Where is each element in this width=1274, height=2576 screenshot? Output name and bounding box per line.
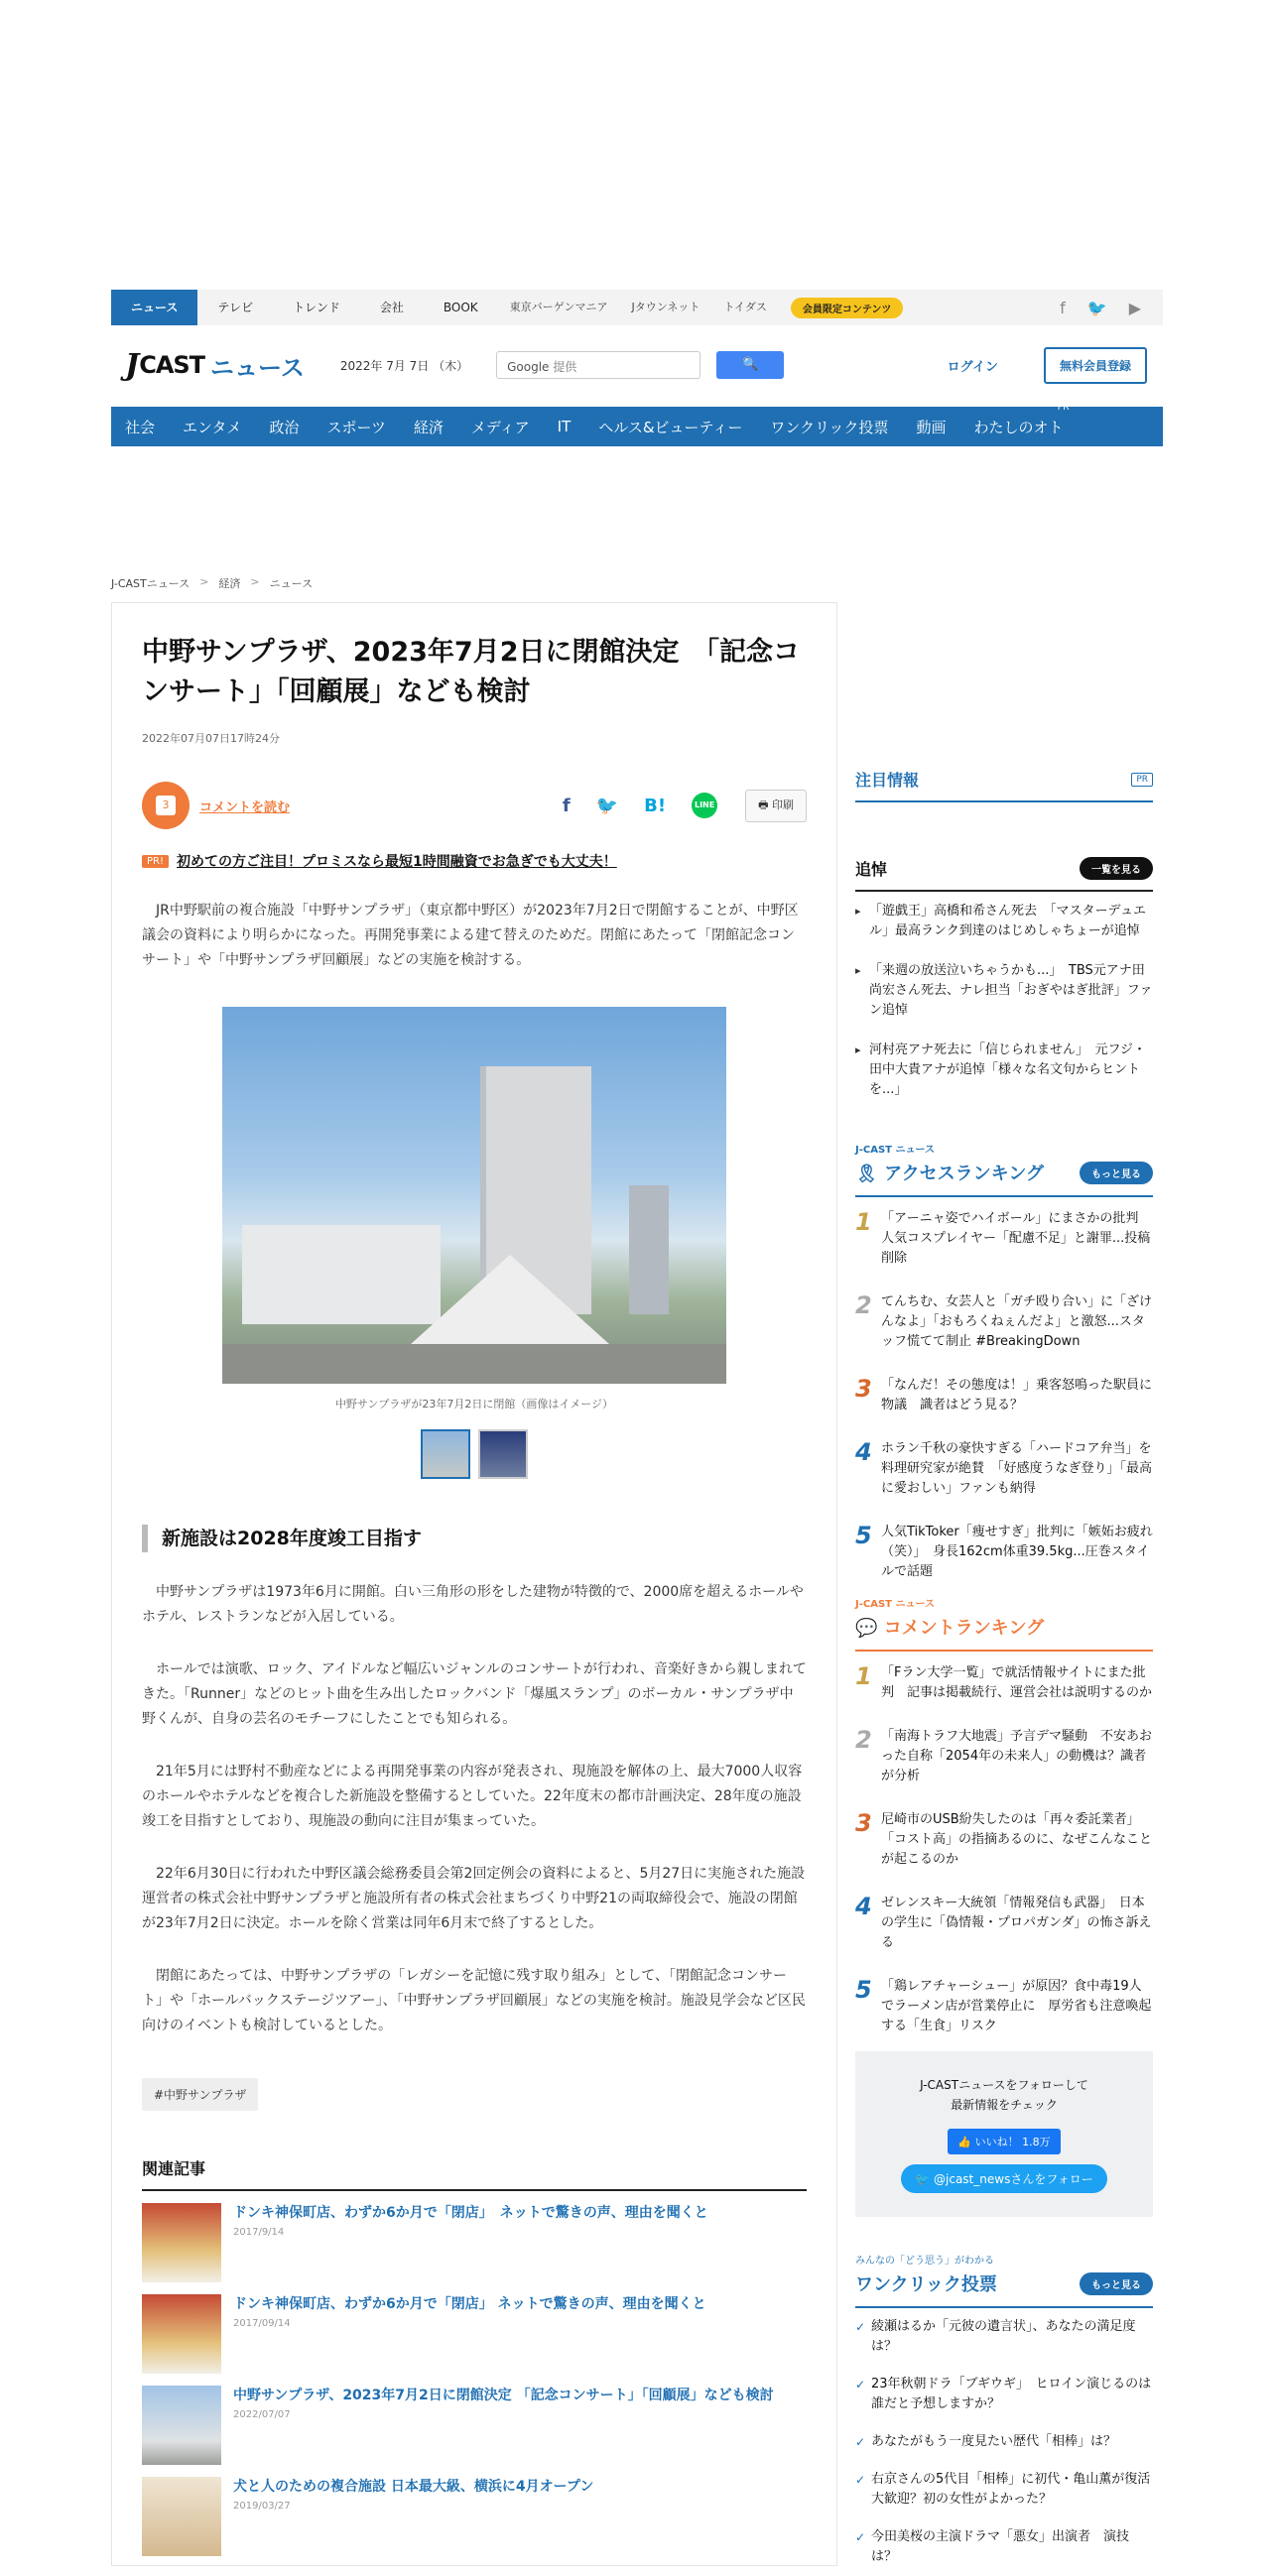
comment-count-badge[interactable] [142,782,190,829]
comment-bubble-icon: 💬 [855,1618,884,1639]
topnav-book[interactable]: BOOK [443,301,478,314]
related-title: ドンキ神保町店、わずか6か月で「閉店」 ネットで驚きの声、理由を聞くと [233,2296,706,2312]
promo-badge: PR! [142,855,169,868]
topnav-trend[interactable]: トレンド [293,301,340,314]
top-nav [111,290,1163,325]
featured-pr-badge: PR [1131,773,1153,787]
rank-number: 2 [855,1726,872,1754]
facebook-icon[interactable]: f [1060,298,1066,317]
breadcrumb-home[interactable]: J-CASTニュース [111,577,191,590]
comment-source-label: J-CAST ニュース [855,1599,935,1610]
sidebar-obituaries [855,857,1153,1110]
obit-item[interactable]: ▸ 「遊戯王」高橋和希さん死去 「マスターデュエル」最高ランク到達のはじめしゃちょーが追悼 [855,892,1153,951]
access-rank-item[interactable] [855,1427,1153,1511]
rank-number: 1 [855,1662,872,1690]
print-button[interactable] [745,790,807,822]
access-more-button[interactable]: もっと見る [1080,1162,1153,1184]
rank-text: 「Fラン大学一覧」で就活情報サイトにまた批判 記事は掲載続行、運営会社は説明するのか [881,1665,1153,1700]
rank-text: 人気TikToker「痩せすぎ」批判に「嫉妬お疲れ（笑）」 身長162cm体重39.5kg...圧巻スタイルで話題 [881,1525,1153,1579]
search-provided: 提供 [553,360,577,374]
related-item[interactable] [142,2477,807,2556]
rank-text: ホラン千秋の豪快すぎる「ハードコア弁当」を料理研究家が絶賛 「好感度うなぎ登り」「最高に愛おしい」ファンも納得 [881,1441,1153,1496]
article-paragraph: 閉館にあたっては、中野サンプラザの「レガシーを記憶に残す取り組み」として、「閉館記念コンサート」や「ホールバックステージツアー」、「中野サンプラザ回顧展」などの実施を検討。施設見学会など区民向けのイベントも検討しているとした。 [142,1968,806,2033]
breadcrumb-news[interactable]: ニュース [269,577,314,590]
access-rank-item[interactable] [855,1511,1153,1594]
follow-box [855,2051,1153,2217]
topnav-jtown[interactable]: Jタウンネット [631,301,701,313]
rank-text: 尼崎市のUSB紛失したのは「再々委託業者」 「コスト高」の指摘あるのに、なぜこんなことが起こるのか [881,1812,1153,1867]
logo-news: ニュース [210,353,305,382]
photo-building-left [242,1225,441,1324]
access-source-label: J-CAST ニュース [855,1145,935,1156]
rank-text: 「なんだ！その態度は！」乗客怒鳴った駅員に物議 識者はどう見る？ [881,1378,1153,1412]
obit-more-button[interactable]: 一覧を見る [1080,857,1153,880]
vote-subtitle: みんなの「どう思う」がわかる [855,2256,994,2267]
article-paragraph: 中野サンプラザは1973年6月に開館。白い三角形の形をした建物が特徴的で、2000席を超えるホールやホテル、レストランなどが入居している。 [142,1584,804,1625]
rank-number: 4 [855,1893,872,1920]
twitter-share-icon[interactable]: 🐦 [595,795,619,816]
photo-building-right [629,1185,669,1314]
comment-count: 3 [156,796,176,815]
cat-politics[interactable]: 政治 [269,418,300,436]
vote-item[interactable]: ✓ あなたがもう一度見たい歴代「相棒」は？ [855,2423,1153,2461]
obit-item[interactable]: ▸ 「来週の放送泣いちゃうかも...」 TBS元アナ田尚宏さん死去、ナレ担当「おぎやはぎ批評」ファン追悼 [855,951,1153,1031]
cat-economy[interactable]: 経済 [413,418,444,436]
twitter-follow-button[interactable]: 🐦 @jcast_newsさんをフォロー [901,2164,1106,2193]
line-share-icon[interactable]: LINE [692,793,717,818]
obit-heading-label: 追悼 [855,860,888,879]
sidebar-vote [855,2252,1164,2576]
article-actions [142,782,807,829]
vote-more-button[interactable]: もっと見る [1080,2272,1153,2295]
topnav-bargain[interactable]: 東京バーゲンマニア [509,301,608,313]
read-comments-link[interactable]: コメントを読む [199,799,291,815]
logo-j: J [125,347,140,383]
search-button[interactable]: 🔍 [716,351,784,379]
obit-item[interactable]: ▸ 河村亮アナ死去に「信じられません」 元フジ・田中大貴アナが追悼「様々な名文句からヒントを...」 [855,1031,1153,1110]
comment-rank-item[interactable] [855,1798,1153,1882]
follow-line1: J-CASTニュースをフォローして [920,2078,1088,2092]
logo-cast: CAST [139,351,205,379]
comment-heading-label: コメントランキング [883,1618,1045,1639]
article-paragraph: ホールでは演歌、ロック、アイドルなど幅広いジャンルのコンサートが行われ、音楽好きから親しまれてきた。「Runner」などのヒット曲を生み出したロックバンド「爆風スランプ」のボーカル・サンプラザ中野くんが、自身の芸名のモチーフにしたことでも知られる。 [142,1661,807,1727]
breadcrumb-economy[interactable]: 経済 [218,577,241,590]
cat-one-click-vote[interactable]: ワンクリック投票 [770,418,889,436]
site-header [111,335,1163,395]
twitter-icon[interactable]: 🐦 [1086,298,1107,317]
photo-ground [222,1344,726,1384]
topnav-toidas[interactable]: トイダス [723,301,767,313]
hatena-bookmark-icon[interactable]: B! [644,795,667,816]
related-thumbnail [142,2203,221,2282]
login-link[interactable]: ログイン [947,359,998,375]
rank-text: 「南海トラフ大地震」予言デマ騒動 不安あおった自称「2054年の未来人」の動機は？識者が分析 [881,1729,1153,1783]
vote-heading-label: ワンクリック投票 [855,2274,997,2295]
share-buttons [563,793,717,818]
related-item[interactable] [142,2294,807,2374]
featured-heading [855,768,1153,802]
header-date: 2022年 7月 7日 （木） [339,358,469,373]
cat-society[interactable]: 社会 [125,418,156,436]
ribbon-icon: 🎗 [855,1164,885,1184]
related-item[interactable] [142,2203,807,2282]
promo-link[interactable] [142,851,807,871]
search-brand: Google [507,360,550,374]
comment-heading [855,1614,1153,1652]
access-rank-item[interactable] [855,1281,1153,1364]
rank-number: 2 [855,1291,872,1319]
cat-media[interactable]: メディア [470,418,530,436]
article-tag[interactable]: #中野サンプラザ [142,2078,258,2111]
photo-thumbnails [142,1429,807,1479]
related-title: 犬と人のための複合施設 日本最大級、横浜に4月オープン [233,2479,594,2495]
category-nav [111,402,1163,446]
related-date: 2022/07/07 [233,2409,291,2420]
sidebar-featured [855,768,1153,802]
rank-number: 3 [855,1375,872,1403]
featured-heading-label: 注目情報 [855,771,920,790]
related-date: 2019/03/27 [233,2501,291,2512]
breadcrumb-sep: > [199,575,209,588]
site-logo[interactable] [125,348,305,383]
rank-text: 「鶏レアチャーシュー」が原因？食中毒19人でラーメン店が営業停止に 厚労省も注意喚起する「生食」リスク [881,1979,1152,2033]
thumbnail-2[interactable] [478,1429,528,1479]
related-title: 中野サンプラザ、2023年7月2日に閉館決定 「記念コンサート」「回顧展」なども検討 [233,2388,774,2403]
article-title: 中野サンプラザ、2023年7月2日に閉館決定 「記念コンサート」「回顧展」なども検討 [142,637,800,707]
related-date: 2017/09/14 [233,2318,291,2329]
cat-watashi-no-oto[interactable] [973,402,1070,437]
thumbnail-1[interactable] [421,1429,470,1479]
breadcrumb-sep: > [250,575,260,588]
related-thumbnail [142,2477,221,2556]
comment-rank-item[interactable] [855,1715,1153,1798]
rank-number: 5 [855,1522,872,1549]
cat-watashi-label: わたしのオト [973,418,1064,436]
cat-entertainment[interactable]: エンタメ [183,418,242,436]
vote-item[interactable]: ✓ 今田美桜の主演ドラマ「悪女」出演者 演技は？ [855,2518,1153,2576]
print-label: 印刷 [772,797,794,811]
sidebar-access-ranking [855,1141,1153,1594]
cat-sports[interactable]: スポーツ [326,418,386,436]
access-rank-item[interactable] [855,1197,1153,1281]
sidebar-comment-ranking [855,1595,1153,2048]
related-heading: 関連記事 [142,2156,807,2191]
obit-heading [855,857,1153,892]
search-input[interactable] [496,351,701,379]
related-date: 2017/9/14 [233,2227,285,2238]
rank-number: 4 [855,1438,872,1466]
rank-text: 「アーニャ姿でハイボール」にまさかの批判 人気コスプレイヤー「配慮不足」と謝罪...投稿削除 [881,1211,1152,1266]
vote-heading [855,2270,1153,2308]
promo-text: 初めての方ご注目！プロミスなら最短1時間融資でお急ぎでも大丈夫！ [177,854,617,870]
rank-number: 1 [855,1208,872,1236]
article-date: 2022年07月07日17時24分 [142,732,280,745]
related-item[interactable] [142,2386,807,2465]
access-rank-item[interactable] [855,1364,1153,1427]
facebook-share-icon[interactable]: f [562,795,571,816]
register-button[interactable]: 無料会員登録 [1044,347,1147,384]
pr-badge: PR [1057,402,1070,413]
member-content-badge[interactable]: 会員限定コンテンツ [791,298,904,318]
cat-health-beauty[interactable]: ヘルス&ビューティー [598,418,743,436]
access-heading [855,1160,1153,1197]
topnav-news[interactable]: ニュース [111,290,197,325]
related-thumbnail [142,2386,221,2465]
related-thumbnail [142,2294,221,2374]
breadcrumb [111,575,313,591]
print-icon: 🖶 [758,797,772,811]
search-form [496,351,784,379]
article-paragraph: 22年6月30日に行われた中野区議会総務委員会第2回定例会の資料によると、5月27日に実施された施設運営者の株式会社中野サンプラザと施設所有者の株式会社まちづくり中野21の両取締役会で、施設の閉館が23年7月2日に決定。ホールを除く営業は同年6月末で終了するとした。 [142,1866,806,1931]
cat-it[interactable]: IT [557,418,572,435]
rank-number: 3 [855,1809,872,1837]
vote-item[interactable]: ✓ 右京さんの5代目「相棒」に初代・亀山薫が復活 大歓迎？初の女性がよかった？ [855,2461,1153,2518]
rank-text: ゼレンスキー大統領「情報発信も武器」 日本の学生に「偽情報・プロパガンダ」の怖さ訴える [881,1896,1152,1950]
topnav-tv[interactable]: テレビ [217,301,254,314]
comment-rank-item[interactable] [855,1652,1153,1715]
article-photo[interactable] [222,1007,726,1384]
follow-line2: 最新情報をチェック [951,2098,1058,2112]
vote-item[interactable]: ✓ 綾瀬はるか「元彼の遺言状」、あなたの満足度は？ [855,2308,1153,2366]
vote-item[interactable]: ✓ 23年秋朝ドラ「ブギウギ」 ヒロイン演じるのは誰だと予想しますか？ [855,2366,1153,2423]
article-lead: JR中野駅前の複合施設「中野サンプラザ」（東京都中野区）が2023年7月2日で閉館することが、中野区議会の資料により明らかになった。再開発事業による建て替えのためだ。閉館にあたって「閉館記念コンサート」や「中野サンプラザ回顧展」などの実施を検討する。 [142,903,799,968]
topnav-company[interactable]: 会社 [379,301,404,314]
article-subhead: 新施設は2028年度竣工目指す [142,1525,807,1552]
rank-number: 5 [855,1976,872,2004]
article-paragraph: 21年5月には野村不動産などによる再開発事業の内容が発表され、現施設を解体の上、最大7000人収容のホールやホテルなどを複合した新施設を整備するとしていた。22年度末の都市計画決定、28年度の施設竣工を目指すとしており、現施設の動向に注目が集まっていた。 [142,1764,803,1829]
social-links [1060,299,1163,317]
youtube-icon[interactable]: ▶ [1128,298,1141,317]
facebook-like-button[interactable]: 👍 いいね！ 1.8万 [948,2129,1060,2154]
article-card [111,602,837,2566]
comment-rank-item[interactable] [855,1965,1153,2048]
related-title: ドンキ神保町店、わずか6か月で「閉店」 ネットで驚きの声、理由を聞くと [233,2205,708,2221]
rank-text: てんちむ、女芸人と「ガチ殴り合い」に「ざけんなよ」「おもろくねぇんだよ」と激怒...スタッフ慌てて制止 #BreakingDown [881,1294,1153,1349]
access-heading-label: アクセスランキング [884,1164,1045,1184]
photo-caption: 中野サンプラザが23年7月2日に閉館（画像はイメージ） [334,1398,614,1411]
cat-video[interactable]: 動画 [916,418,947,436]
comment-rank-item[interactable] [855,1882,1153,1965]
